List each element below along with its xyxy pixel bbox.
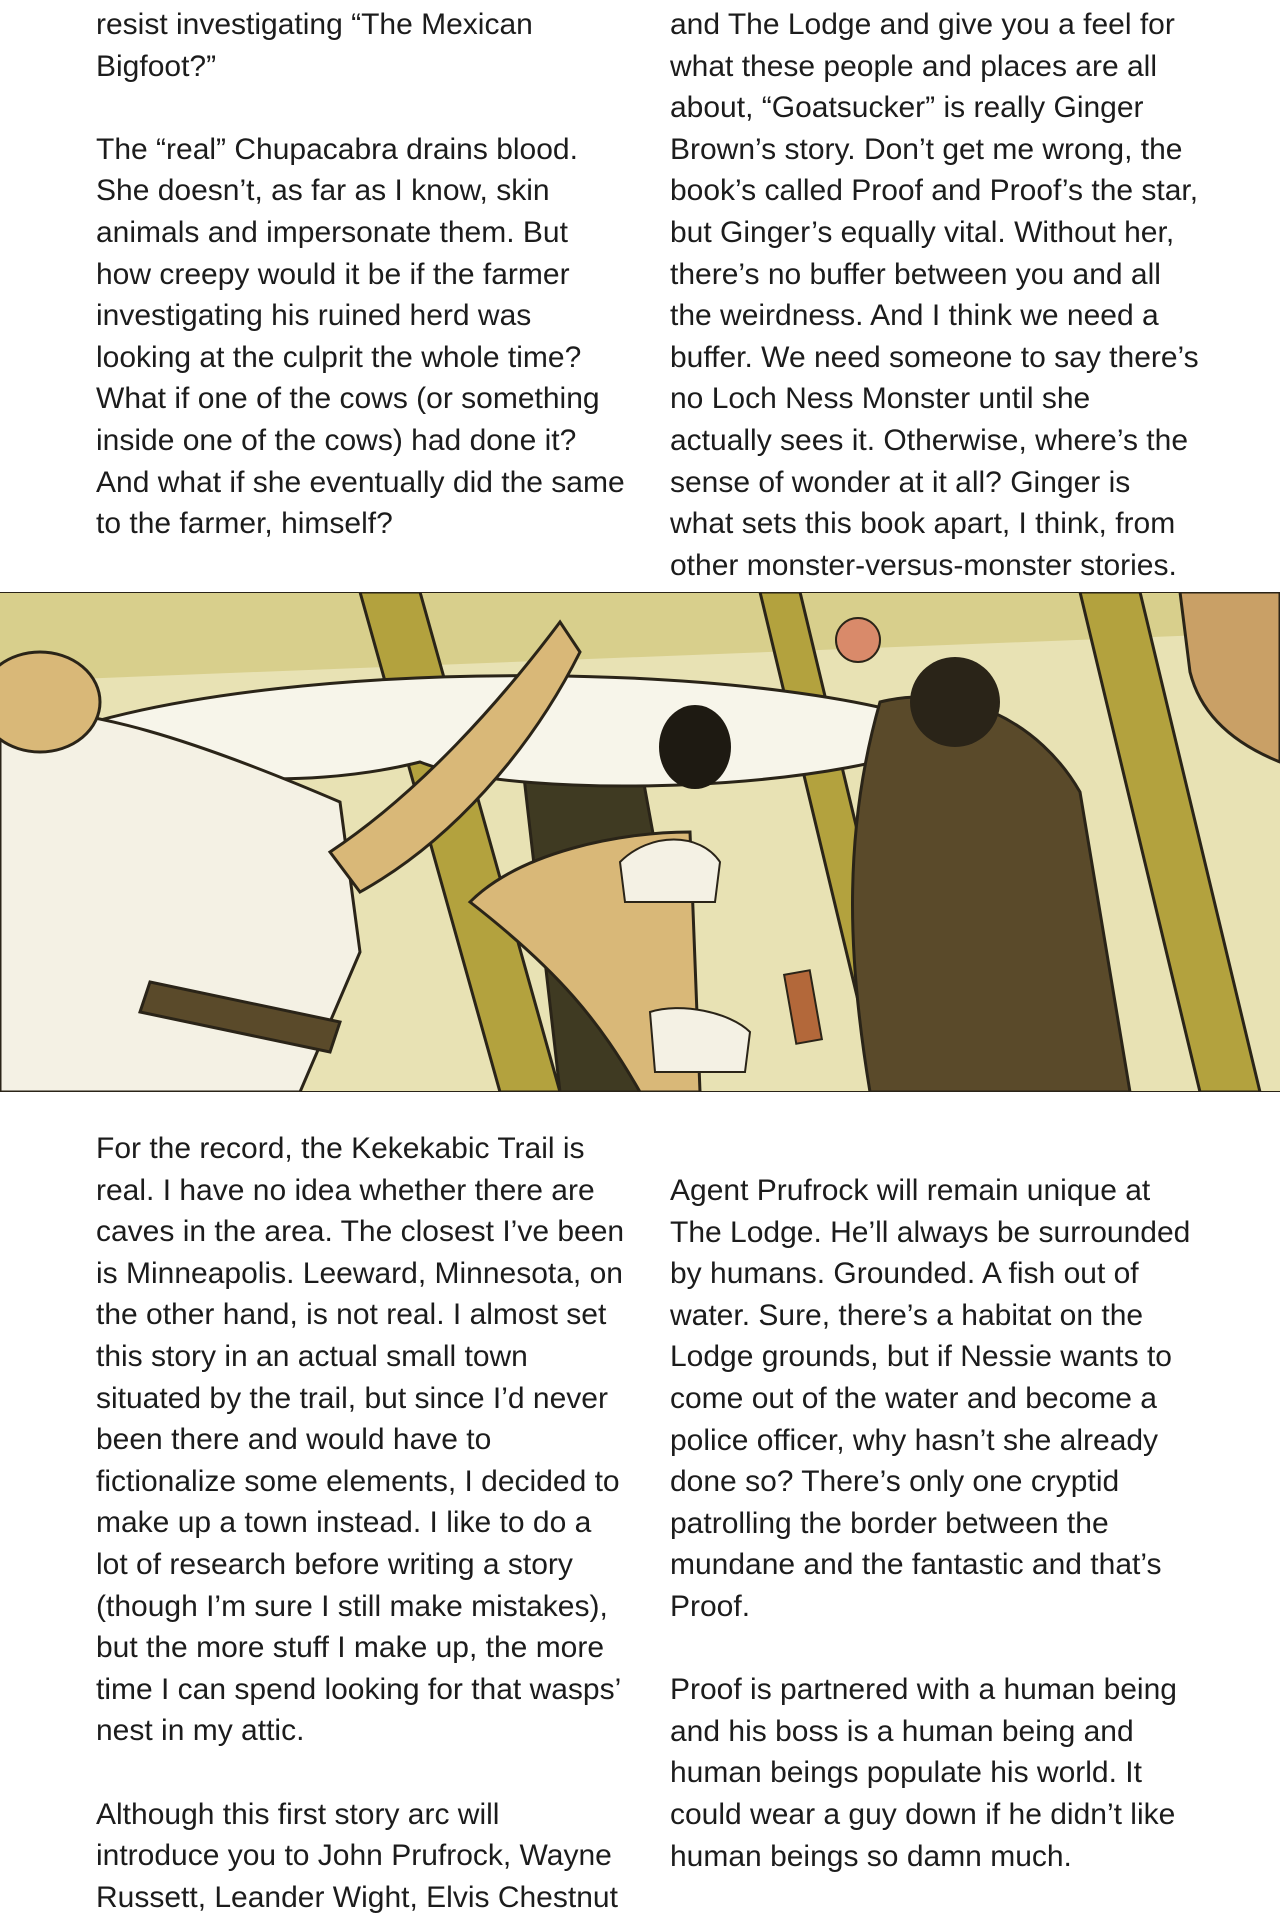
paragraph: For the record, the Kekekabic Trail is real. I have no idea whether there are caves in the area. The closest I’ve been is Minneapolis. Leeward, Minnesota, on the other hand, is not real. I almost set this story in an actual small town situated by the trail, but since I’d never been there and would have to fictionalize some elements, I decided to make up a town instead. I like to do a lot of research before writing a story (though I’m sure I still make mistakes), but the more stuff I make up, the more time I can spend looking for that wasps’ nest in my attic. [96, 1132, 625, 1748]
paragraph: Although this first story arc will introduce you to John Prufrock, Wayne Russett, Leander Wight, Elvis Chestnut [96, 1797, 618, 1914]
comic-panel-art [0, 592, 1280, 1092]
text-column-top-right [670, 4, 1230, 586]
paragraph: and The Lodge and give you a feel for what these people and places are all about, “Goatsucker” is really Ginger Brown’s story. Don’t get me wrong, the book’s called Proof and Proof’s the star, but Ginger’s equally vital. Without her, there’s no buffer between you and all the weirdness. And I think we need a buffer. We need someone to say there’s no Loch Ness Monster until she actually sees it. Otherwise, where’s the sense of wonder at it all? Ginger is what sets this book apart, I think, from other monster-versus-monster stories. [670, 8, 1199, 582]
paragraph: The “real” Chupacabra drains blood. She doesn’t, as far as I know, skin animals and impersonate them. But how creepy would it be if the farmer investigating his ruined herd was looking at the culprit the whole time? What if one of the cows (or something inside one of the cows) had done it? And what if she eventually did the same to the farmer, himself? [96, 132, 625, 541]
paragraph: resist investigating “The Mexican Bigfoot?” [96, 8, 533, 83]
comic-panel-illustration [0, 592, 1280, 1092]
paragraph: Proof is partnered with a human being and his boss is a human being and human beings populate his world. It could wear a guy down if he didn’t like human beings so damn much. [670, 1673, 1177, 1873]
paragraph: Agent Prufrock will remain unique at The Lodge. He’ll always be surrounded by humans. Grounded. A fish out of water. Sure, there’s a habitat on the Lodge grounds, but if Nessie wants to come out of the water and become a police officer, why hasn’t she already done so? There’s only one cryptid patrolling the border between the mundane and the fantastic and that’s Proof. [670, 1174, 1191, 1623]
text-column-bottom-left [96, 1128, 656, 1918]
text-column-bottom-right [670, 1170, 1230, 1877]
text-column-top-left [96, 4, 656, 545]
